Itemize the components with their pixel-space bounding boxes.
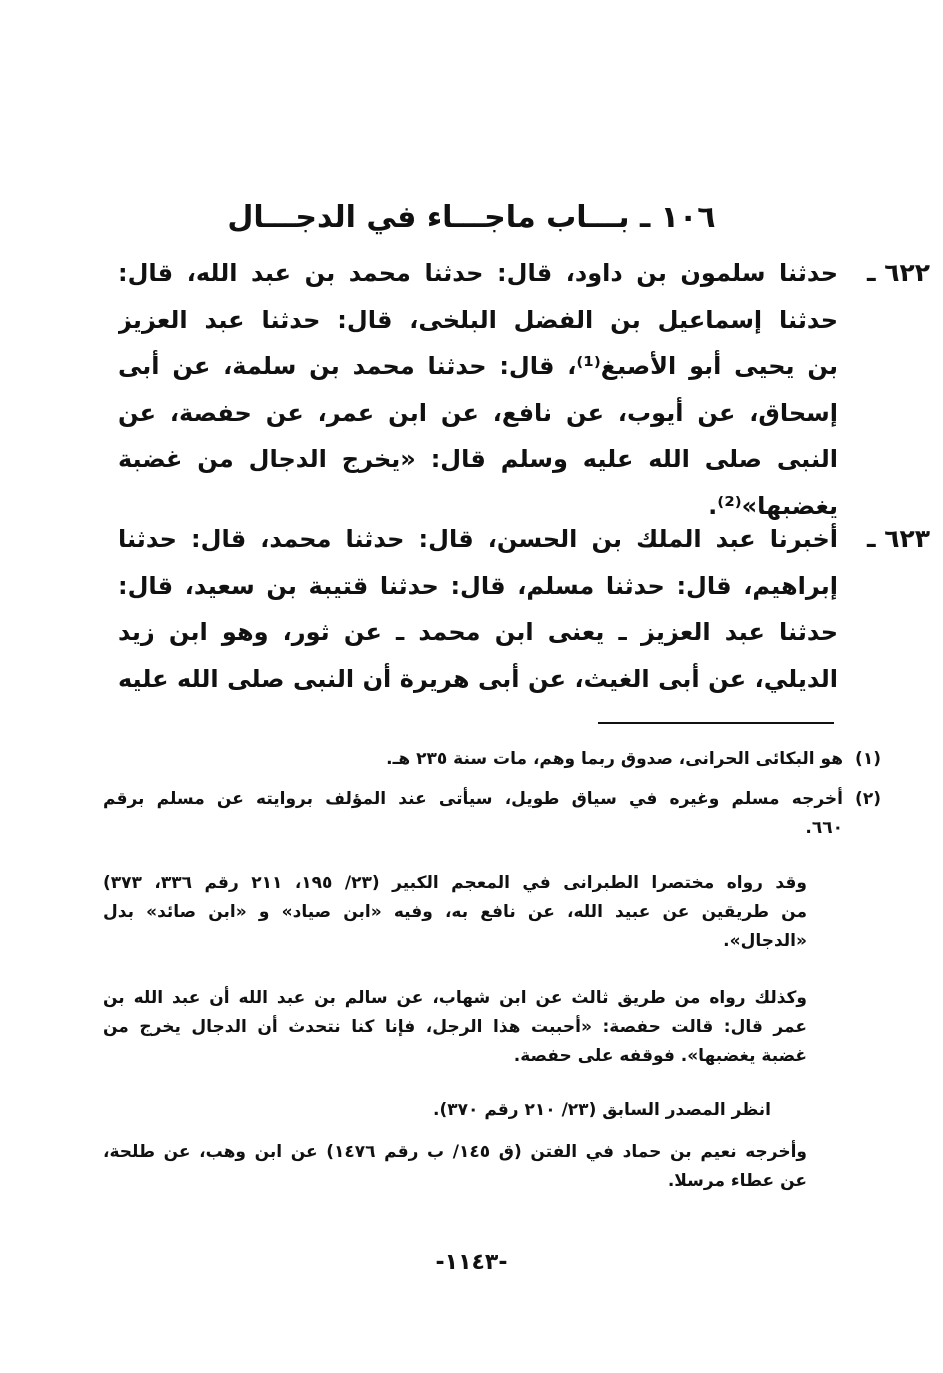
hadith-line: إسحاق، عن أيوب، عن نافع، عن ابن عمر، عن حفصة، عن [118, 398, 838, 427]
hadith-line: النبى صلى الله عليه وسلم قال: «يخرج الدجال من غضبة [118, 445, 838, 473]
hadith-line: يغضبها»⁽²⁾. [708, 491, 838, 520]
footnote-line: غضبة يغضبها». فوقفه على حفصة. [513, 1046, 807, 1066]
footnote-line: عن عطاء مرسلا. [667, 1171, 807, 1191]
footnote-line: وكذلك رواه من طريق ثالث عن ابن شهاب، عن سالم بن عبد الله أن عبد الله بن [103, 988, 807, 1008]
footnote-line: عمر قال: قالت حفصة: «أحببت هذا الرجل، فإنا كنا نتحدث أن الدجال يخرج من [103, 1017, 807, 1037]
hadith-number: ٦٢٢ ـ [866, 258, 930, 287]
footnote-line: أخرجه مسلم وغيره في سياق طويل، سيأتى عند المؤلف بروايته عن مسلم برقم [103, 789, 843, 809]
footnote-line: «الدجال». [723, 931, 807, 951]
hadith-line: إبراهيم، قال: حدثنا مسلم، قال: حدثنا قتيبة بن سعيد، قال: [118, 571, 838, 600]
footnote-line: وقد رواه مختصرا الطبرانى في المعجم الكبير (٢٣/ ١٩٥، ٢١١ رقم ٣٣٦، ٣٧٣) [103, 873, 807, 893]
footnote-line: انظر المصدر السابق (٢٣/ ٢١٠ رقم ٣٧٠). [433, 1100, 771, 1120]
hadith-622 [118, 250, 930, 529]
page-number: -١١٤٣- [435, 1250, 508, 1275]
chapter-title: ١٠٦ ـ بـــاب ماجـــاء في الدجـــال [227, 200, 716, 235]
hadith-number: ٦٢٣ ـ [866, 524, 930, 553]
footnote-2 [103, 785, 881, 843]
hadith-line: بن يحيى أبو الأصبغ⁽¹⁾، قال: حدثنا محمد بن سلمة، عن أبى [118, 352, 838, 380]
footnote-marker: (٢) [855, 789, 881, 809]
hadith-line: حدثنا سلمون بن داود، قال: حدثنا محمد بن عبد الله، قال: [118, 259, 838, 287]
footnotes [103, 745, 881, 1215]
footnote-divider [598, 722, 834, 724]
footnote-1 [103, 745, 881, 774]
hadith-line: حدثنا إسماعيل بن الفضل البلخى، قال: حدثنا عبد العزيز [118, 305, 838, 334]
footnote-line: هو البكائى الحرانى، صدوق ربما وهم، مات سنة ٢٣٥ هـ. [386, 749, 843, 769]
footnote-marker: (١) [855, 749, 881, 769]
footnote-line: ٦٦٠. [805, 818, 843, 838]
footnote-line: وأخرجه نعيم بن حماد في الفتن (ق ١٤٥/ ب رقم ١٤٧٦) عن ابن وهب، عن طلحة، [103, 1142, 807, 1162]
hadith-line: الديلي، عن أبى الغيث، عن أبى هريرة أن النبى صلى الله عليه [118, 664, 838, 693]
footnote-paragraph [103, 869, 807, 956]
footnote-paragraph [103, 984, 807, 1071]
footnote-paragraph [103, 1096, 807, 1125]
hadith-line: حدثنا عبد العزيز ـ يعنى ابن محمد ـ عن ثور، وهو ابن زيد [118, 618, 838, 646]
footnote-paragraph [103, 1138, 807, 1196]
hadith-623 [118, 516, 930, 702]
footnote-line: من طريقين عن عبيد الله، عن نافع به، وفيه «ابن صياد» و «ابن صائد» بدل [103, 902, 807, 922]
hadith-line: أخبرنا عبد الملك بن الحسن، قال: حدثنا محمد، قال: حدثنا [118, 525, 838, 553]
